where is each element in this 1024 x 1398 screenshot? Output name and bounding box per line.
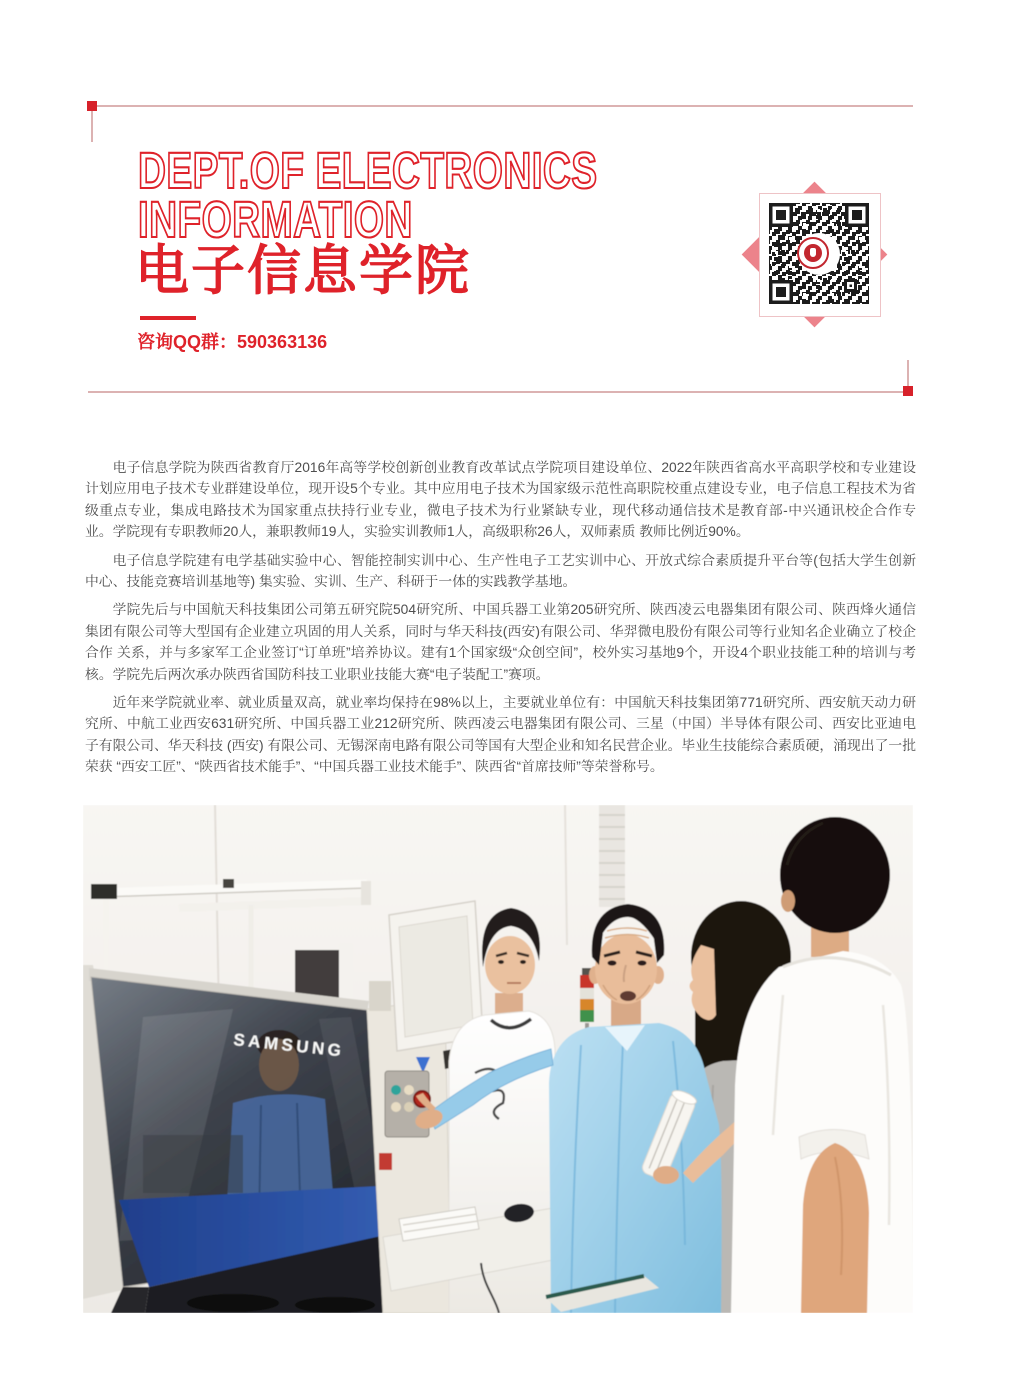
- intro-paragraph-3: 学院先后与中国航天科技集团公司第五研究院504研究所、中国兵器工业第205研究所、陕西凌云电器集团有限公司、陕西烽火通信集团有限公司等大型国有企业建立巩固的用人关系，同时与华天科技(西安)有限公司、华羿微电股份有限公司等行业知名企业确立了校企合作 关系，并与多家军工企业签订“订单班”培养协议。建有1个国家级“众创空间”，校外实习基地9个，开设4个职业技能工种的培训与考核。学院先后两次承办陕西省国防科技工业职业技能大赛“电子装配工”赛项。: [85, 602, 916, 682]
- title-en-line1: DEPT.OF ELECTRONICS: [138, 142, 598, 199]
- qr-finder-top-left: [769, 203, 793, 227]
- machine-brand-label: SAMSUNG: [232, 1030, 346, 1061]
- department-title-english: [138, 142, 598, 248]
- qq-group-number: 590363136: [237, 332, 328, 352]
- top-left-tick: [91, 111, 93, 142]
- title-underline: [140, 316, 196, 320]
- top-rule-line: [92, 105, 913, 107]
- intro-paragraph-2: 电子信息学院建有电学基础实验中心、智能控制实训中心、生产性电子工艺实训中心、开放式综合素质提升平台等(包括大学生创新中心、技能竞赛培训基地等) 集实验、实训、生产、科研于一体的实践教学基地。: [85, 552, 916, 590]
- header-bottom-rule-line: [88, 391, 905, 393]
- qr-alignment: [844, 279, 857, 292]
- department-title-chinese: 电子信息学院: [135, 241, 471, 301]
- top-left-square: [87, 101, 97, 111]
- qq-group-line: [137, 328, 327, 354]
- intro-paragraph-1: 电子信息学院为陕西省教育厅2016年高等学校创新创业教育改革试点学院项目建设单位、2022年陕西省高水平高职学校和专业建设计划应用电子技术专业群建设单位，现开设5个专业。其中应用电子技术为国家级示范性高职院校重点建设专业，电子信息工程技术为省级重点专业，集成电路技术为国家重点扶持行业专业，微电子技术为行业紧缺专业，现代移动通信技术是教育部-中兴通讯校企合作专业。学院现有专职教师20人，兼职教师19人，实验实训教师1人，高级职称26人，双师素质 教师比例近90%。: [85, 460, 916, 540]
- vertical-pipe: [599, 805, 625, 907]
- warning-label: [379, 1153, 392, 1170]
- bottom-right-square: [903, 386, 913, 396]
- bottom-right-tick: [907, 360, 909, 387]
- intro-section: [85, 457, 916, 785]
- qr-finder-top-right: [845, 203, 869, 227]
- qr-finder-bottom-left: [769, 280, 793, 304]
- lab-photo: [83, 805, 913, 1313]
- title-en-line2: INFORMATION: [138, 191, 413, 248]
- intro-paragraph-4: 近年来学院就业率、就业质量双高，就业率均保持在98%以上，主要就业单位有：中国航天科技集团第771研究所、西安航天动力研究所、中航工业西安631研究所、中国兵器工业212研究所、陕西凌云电器集团有限公司、三星（中国）半导体有限公司、西安比亚迪电子有限公司、华天科技 (西安) 有限公司、无锡深南电路有限公司等国有大型企业和知名民营企业。毕业生技能综合素质硬，涌现出了一批荣获 “西安工匠”、“陕西省技术能手”、“中国兵器工业技术能手”、陕西省“首席技师”等荣誉称号。: [85, 695, 916, 775]
- man-arm: [801, 1143, 869, 1313]
- school-seal-logo: [797, 237, 829, 269]
- teacher-speaking-mouth: [620, 991, 636, 1001]
- qq-group-label: 咨询QQ群：: [137, 332, 238, 352]
